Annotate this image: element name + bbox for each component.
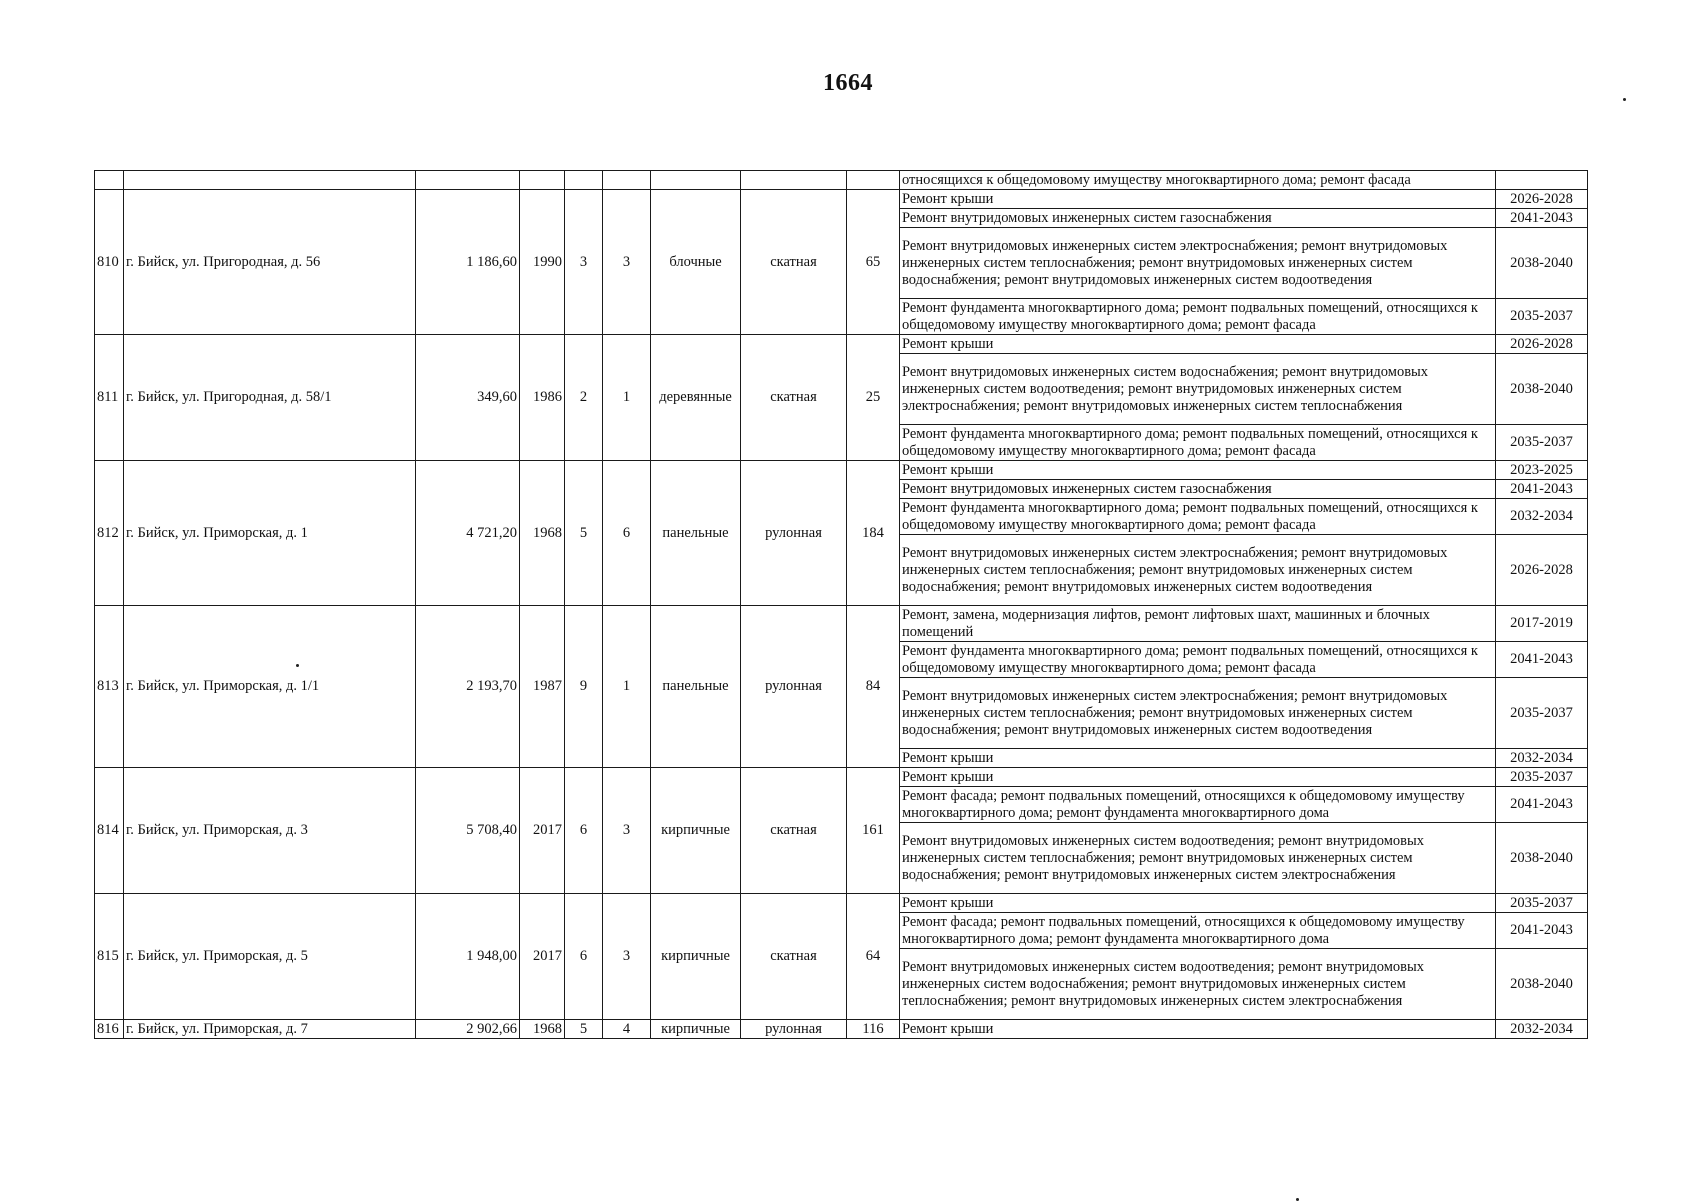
work-period: 2026-2028 — [1496, 190, 1588, 209]
work-description: Ремонт крыши — [900, 461, 1496, 480]
floors-count: 3 — [565, 190, 603, 335]
roof-type: рулонная — [741, 461, 847, 606]
work-period: 2017-2019 — [1496, 606, 1588, 642]
work-period: 2026-2028 — [1496, 335, 1588, 354]
wall-material: деревянные — [651, 335, 741, 461]
record-number: 810 — [95, 190, 124, 335]
work-period: 2035-2037 — [1496, 894, 1588, 913]
work-period: 2032-2034 — [1496, 749, 1588, 768]
table-row — [95, 190, 1588, 209]
work-description: Ремонт внутридомовых инженерных систем электроснабжения; ремонт внутридомовых инженерных систем теплоснабжения; ремонт внутридомовых инженерных систем водоснабжения; ремонт внутридомовых инженерных систем водоотведения — [900, 535, 1496, 606]
work-period: 2041-2043 — [1496, 642, 1588, 678]
entrances-count: 1 — [603, 606, 651, 768]
work-description: Ремонт крыши — [900, 894, 1496, 913]
roof-type: рулонная — [741, 1020, 847, 1039]
work-description: Ремонт фундамента многоквартирного дома; ремонт подвальных помещений, относящихся к общедомовому имуществу многоквартирного дома; ремонт фасада — [900, 642, 1496, 678]
work-description: относящихся к общедомовому имуществу многоквартирного дома; ремонт фасада — [900, 171, 1496, 190]
roof-type: скатная — [741, 190, 847, 335]
work-description: Ремонт крыши — [900, 749, 1496, 768]
build-year: 1968 — [520, 461, 565, 606]
building-address: г. Бийск, ул. Приморская, д. 7 — [124, 1020, 416, 1039]
build-year: 2017 — [520, 768, 565, 894]
building-address: г. Бийск, ул. Приморская, д. 1/1 — [124, 606, 416, 768]
wall-material: блочные — [651, 190, 741, 335]
table-row — [95, 606, 1588, 642]
work-period: 2035-2037 — [1496, 768, 1588, 787]
work-description: Ремонт фасада; ремонт подвальных помещений, относящихся к общедомовому имуществу многоквартирного дома; ремонт фундамента многоквартирного дома — [900, 787, 1496, 823]
work-description: Ремонт внутридомовых инженерных систем электроснабжения; ремонт внутридомовых инженерных систем теплоснабжения; ремонт внутридомовых инженерных систем водоснабжения; ремонт внутридомовых инженерных систем водоотведения — [900, 228, 1496, 299]
apartments-count: 65 — [847, 190, 900, 335]
floors-count: 9 — [565, 606, 603, 768]
apartments-count: 116 — [847, 1020, 900, 1039]
work-period: 2038-2040 — [1496, 949, 1588, 1020]
work-description: Ремонт фундамента многоквартирного дома; ремонт подвальных помещений, относящихся к общедомовому имуществу многоквартирного дома; ремонт фасада — [900, 425, 1496, 461]
apartments-count: 184 — [847, 461, 900, 606]
wall-material: кирпичные — [651, 768, 741, 894]
work-period: 2032-2034 — [1496, 1020, 1588, 1039]
table-row — [95, 768, 1588, 787]
repair-program-table — [94, 170, 1588, 1039]
entrances-count: 3 — [603, 894, 651, 1020]
work-period: 2026-2028 — [1496, 535, 1588, 606]
record-number: 814 — [95, 768, 124, 894]
roof-type: рулонная — [741, 606, 847, 768]
roof-type: скатная — [741, 335, 847, 461]
work-period: 2038-2040 — [1496, 823, 1588, 894]
floors-count: 2 — [565, 335, 603, 461]
work-description: Ремонт крыши — [900, 190, 1496, 209]
work-description: Ремонт крыши — [900, 768, 1496, 787]
floors-count: 5 — [565, 1020, 603, 1039]
total-area: 349,60 — [416, 335, 520, 461]
work-period: 2041-2043 — [1496, 209, 1588, 228]
work-description: Ремонт фундамента многоквартирного дома; ремонт подвальных помещений, относящихся к общедомовому имуществу многоквартирного дома; ремонт фасада — [900, 499, 1496, 535]
scan-speck — [296, 664, 299, 667]
build-year: 1990 — [520, 190, 565, 335]
apartments-count: 25 — [847, 335, 900, 461]
work-period: 2041-2043 — [1496, 787, 1588, 823]
work-period: 2038-2040 — [1496, 354, 1588, 425]
work-description: Ремонт фасада; ремонт подвальных помещений, относящихся к общедомовому имуществу многоквартирного дома; ремонт фундамента многоквартирного дома — [900, 913, 1496, 949]
work-description: Ремонт внутридомовых инженерных систем газоснабжения — [900, 209, 1496, 228]
work-period: 2032-2034 — [1496, 499, 1588, 535]
work-period: 2023-2025 — [1496, 461, 1588, 480]
apartments-count: 161 — [847, 768, 900, 894]
build-year: 2017 — [520, 894, 565, 1020]
building-address: г. Бийск, ул. Приморская, д. 5 — [124, 894, 416, 1020]
entrances-count: 3 — [603, 768, 651, 894]
record-number: 811 — [95, 335, 124, 461]
build-year: 1968 — [520, 1020, 565, 1039]
work-description: Ремонт внутридомовых инженерных систем газоснабжения — [900, 480, 1496, 499]
work-period — [1496, 171, 1588, 190]
entrances-count: 3 — [603, 190, 651, 335]
scan-speck — [1623, 98, 1626, 101]
table-row — [95, 335, 1588, 354]
work-period: 2041-2043 — [1496, 913, 1588, 949]
table-row — [95, 894, 1588, 913]
roof-type: скатная — [741, 894, 847, 1020]
wall-material: панельные — [651, 461, 741, 606]
floors-count: 6 — [565, 894, 603, 1020]
building-address: г. Бийск, ул. Пригородная, д. 56 — [124, 190, 416, 335]
wall-material: панельные — [651, 606, 741, 768]
work-description: Ремонт внутридомовых инженерных систем водоотведения; ремонт внутридомовых инженерных систем водоснабжения; ремонт внутридомовых инженерных систем теплоснабжения; ремонт внутридомовых инженерных систем электроснабжения — [900, 949, 1496, 1020]
entrances-count: 1 — [603, 335, 651, 461]
floors-count: 5 — [565, 461, 603, 606]
total-area: 4 721,20 — [416, 461, 520, 606]
work-description: Ремонт крыши — [900, 1020, 1496, 1039]
work-period: 2035-2037 — [1496, 678, 1588, 749]
record-number: 816 — [95, 1020, 124, 1039]
work-period: 2041-2043 — [1496, 480, 1588, 499]
build-year: 1986 — [520, 335, 565, 461]
entrances-count: 6 — [603, 461, 651, 606]
total-area: 1 948,00 — [416, 894, 520, 1020]
work-period: 2035-2037 — [1496, 425, 1588, 461]
work-description: Ремонт фундамента многоквартирного дома; ремонт подвальных помещений, относящихся к общедомовому имуществу многоквартирного дома; ремонт фасада — [900, 299, 1496, 335]
work-description: Ремонт внутридомовых инженерных систем электроснабжения; ремонт внутридомовых инженерных систем теплоснабжения; ремонт внутридомовых инженерных систем водоснабжения; ремонт внутридомовых инженерных систем водоотведения — [900, 678, 1496, 749]
work-description: Ремонт внутридомовых инженерных систем водоотведения; ремонт внутридомовых инженерных систем теплоснабжения; ремонт внутридомовых инженерных систем водоснабжения; ремонт внутридомовых инженерных систем электроснабжения — [900, 823, 1496, 894]
building-address: г. Бийск, ул. Приморская, д. 1 — [124, 461, 416, 606]
roof-type: скатная — [741, 768, 847, 894]
total-area: 2 193,70 — [416, 606, 520, 768]
work-period: 2035-2037 — [1496, 299, 1588, 335]
apartments-count: 84 — [847, 606, 900, 768]
wall-material: кирпичные — [651, 894, 741, 1020]
continuation-row — [95, 171, 1588, 190]
entrances-count: 4 — [603, 1020, 651, 1039]
building-address: г. Бийск, ул. Приморская, д. 3 — [124, 768, 416, 894]
record-number: 815 — [95, 894, 124, 1020]
total-area: 2 902,66 — [416, 1020, 520, 1039]
work-period: 2038-2040 — [1496, 228, 1588, 299]
apartments-count: 64 — [847, 894, 900, 1020]
record-number: 813 — [95, 606, 124, 768]
page-number: 1664 — [823, 70, 873, 96]
total-area: 5 708,40 — [416, 768, 520, 894]
record-number: 812 — [95, 461, 124, 606]
table-row — [95, 1020, 1588, 1039]
wall-material: кирпичные — [651, 1020, 741, 1039]
work-description: Ремонт, замена, модернизация лифтов, ремонт лифтовых шахт, машинных и блочных помещений — [900, 606, 1496, 642]
build-year: 1987 — [520, 606, 565, 768]
total-area: 1 186,60 — [416, 190, 520, 335]
work-description: Ремонт крыши — [900, 335, 1496, 354]
work-description: Ремонт внутридомовых инженерных систем водоснабжения; ремонт внутридомовых инженерных систем водоотведения; ремонт внутридомовых инженерных систем электроснабжения; ремонт внутридомовых инженерных систем теплоснабжения — [900, 354, 1496, 425]
building-address: г. Бийск, ул. Пригородная, д. 58/1 — [124, 335, 416, 461]
table-row — [95, 461, 1588, 480]
floors-count: 6 — [565, 768, 603, 894]
